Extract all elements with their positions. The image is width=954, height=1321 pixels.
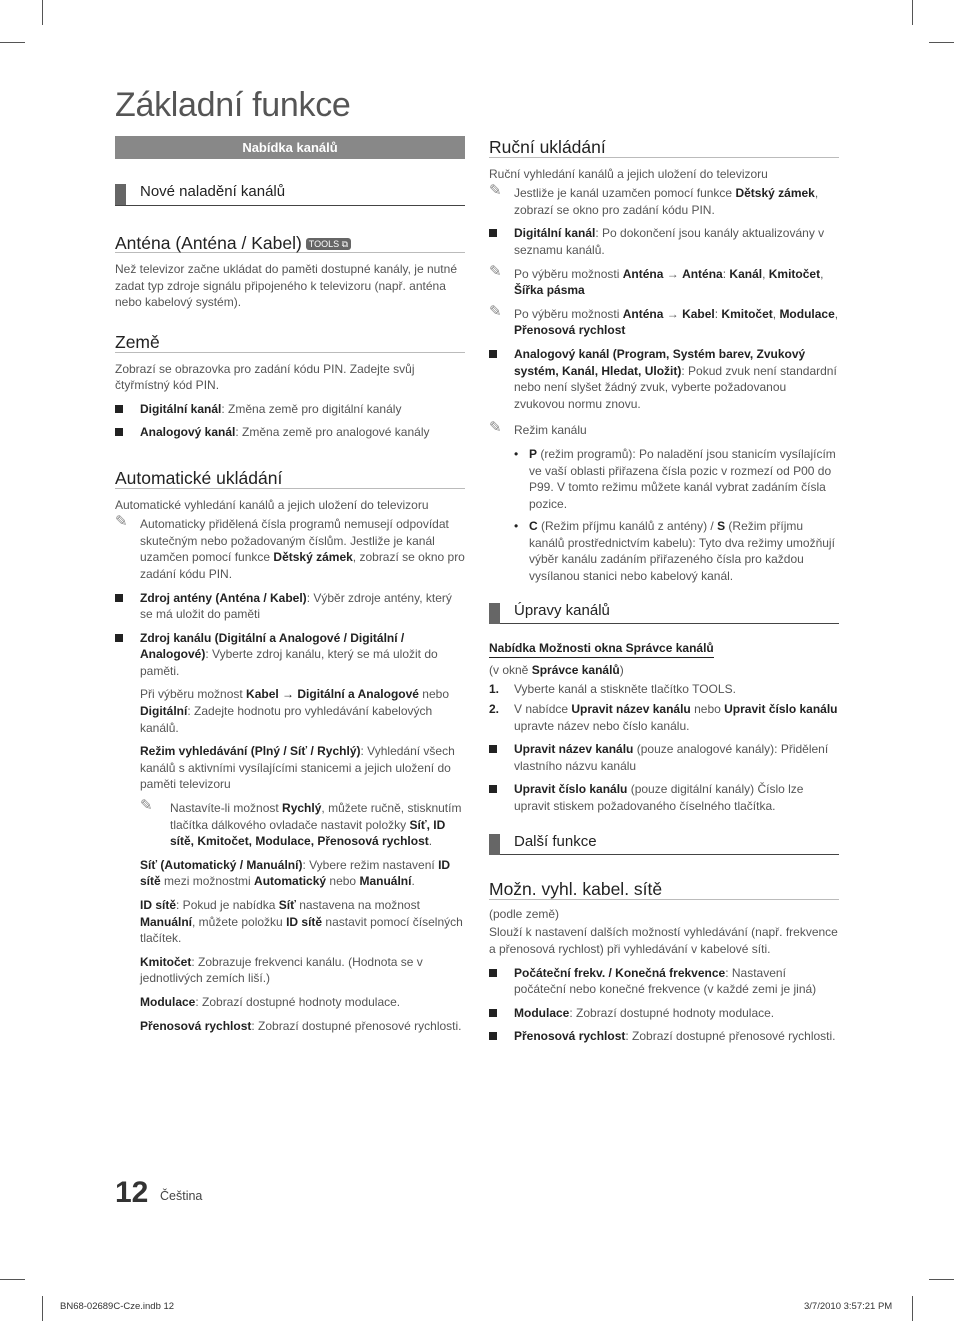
note: ✎ Po výběru možnosti Anténa → Anténa: Kanál, Kmitočet, Šířka pásma — [489, 262, 824, 298]
crop-mark — [0, 42, 25, 43]
note-pencil-icon: ✎ — [115, 513, 128, 531]
paragraph: Síť (Automatický / Manuální): Vybere režim nastavení ID sítě mezi možnostmi Automatický nebo Manuální. — [140, 857, 451, 889]
list-item: 2. V nabídce Upravit název kanálu nebo Upravit číslo kanálu upravte název nebo číslo kanálu. — [489, 702, 838, 733]
upravy-heading: Úpravy kanálů — [489, 603, 839, 625]
paragraph: Při výběru možnost Kabel → Digitální a Analogové nebo Digitální: Zadejte hodnotu pro vyhledávání kabelových kanálů. — [140, 687, 449, 735]
mozn-text: Slouží k nastavení dalších možností vyhledávání (např. frekvence a přenosová rychlost) při vyhledávání v kabelové síti. — [489, 925, 838, 956]
paragraph: Režim vyhledávání (Plný / Síť / Rychlý): Vyhledání všech kanálů s aktivními vysílajícími stanicemi a jejich uložení do paměti televizoru — [140, 744, 455, 792]
note: ✎ Nastavíte-li možnost Rychlý, můžete ručně, stisknutím tlačítka dálkového ovladače nastavit položky Síť, ID sítě, Kmitočet, Modulace, Přenosová rychlost. — [140, 797, 462, 849]
list-item: Digitální kanál: Po dokončení jsou kanály aktualizovány v seznamu kanálů. — [489, 225, 839, 258]
list-item: Zdroj kanálu (Digitální a Analogové / Digitální / Analogové): Vyberte zdroj kanálu, který se má uložit do paměti. — [115, 630, 465, 680]
crop-mark — [929, 1279, 954, 1280]
crop-mark — [912, 0, 913, 25]
note: ✎ Automaticky přidělená čísla programů nemusejí odpovídat skutečným nebo požadovaným číslům. Jestliže je kanál uzamčen pomocí funkce Dětský zámek, zobrazí se okno pro zadání kódu PIN. — [115, 513, 465, 581]
rucni-heading: Ruční ukládání — [489, 139, 839, 158]
print-date: 3/7/2010 3:57:21 PM — [804, 1301, 893, 1312]
list-item: Zdroj antény (Anténa / Kabel): Výběr zdroje antény, který se má uložit do paměti — [115, 590, 465, 623]
menu-bar: Nabídka kanálů — [115, 136, 465, 159]
section-heading: Nové naladění kanálů — [115, 184, 465, 206]
language-label: Čeština — [160, 1189, 203, 1203]
antena-text: Než televizor začne ukládat do paměti dostupné kanály, je nutné zadat typ zdroje signálu připojeného k televizoru (např. anténa nebo kabelový systém). — [115, 262, 457, 310]
zeme-heading: Země — [115, 334, 465, 353]
dalsi-heading: Další funkce — [489, 834, 839, 856]
list-item: Modulace: Zobrazí dostupné hodnoty modulace. — [489, 1005, 839, 1022]
page-number: 12 — [115, 1176, 149, 1209]
rucni-intro: Ruční vyhledání kanálů a jejich uložení do televizoru — [489, 166, 768, 181]
right-column — [489, 139, 839, 1052]
list-item: 1. Vyberte kanál a stiskněte tlačítko TOOLS. — [489, 682, 736, 697]
list-item: Upravit číslo kanálu (pouze digitální kanály) Číslo lze upravit stiskem požadovaného číselného tlačítka. — [489, 781, 839, 814]
list-item: Analogový kanál (Program, Systém barev, Zvukový systém, Kanál, Hledat, Uložit): Pokud zvuk není standardní nebo není slyšet žádný zvuk, vyberte požadovanou zvukovou normu znovu. — [489, 346, 839, 412]
auto-heading: Automatické ukládání — [115, 470, 465, 489]
crop-mark — [42, 0, 43, 25]
list-item: Počáteční frekv. / Konečná frekvence: Nastavení počáteční nebo konečné frekvence (v každé zemi je jiná) — [489, 965, 839, 998]
left-column — [115, 184, 465, 1041]
note-pencil-icon: ✎ — [489, 262, 502, 280]
note: ✎ Jestliže je kanál uzamčen pomocí funkce Dětský zámek, zobrazí se okno pro zadání kódu PIN. — [489, 182, 819, 217]
note-pencil-icon: ✎ — [489, 302, 502, 320]
paragraph: Modulace: Zobrazí dostupné hodnoty modulace. — [140, 994, 401, 1009]
list-item: • P (režim programů): Po naladění jsou stanicím vysílajícím ve vaší oblasti přiřazena čísla pozic v rozmezí od P00 do P99. V tomto režimu můžete kanál vybrat zadáním čísla pozice. — [514, 446, 839, 512]
crop-mark — [42, 1296, 43, 1321]
page-title: Základní funkce — [115, 86, 351, 124]
note-pencil-icon: ✎ — [140, 797, 153, 815]
list-item: • C (Režim příjmu kanálů z antény) / S (Režim příjmu kanálů prostřednictvím kabelu): Tyto dva režimy umožňují výběr kanálu zadáním přiřazeného čísla pro každou vysílanou stanici nebo kabelový kanál. — [514, 518, 839, 584]
note-pencil-icon: ✎ — [489, 182, 502, 200]
paragraph: ID sítě: Pokud je nabídka Síť nastavena na možnost Manuální, můžete položku ID sítě nastavit pomocí číselných tlačítek. — [140, 898, 463, 946]
crop-mark — [912, 1296, 913, 1321]
list-item: Analogový kanál: Změna země pro analogové kanály — [115, 424, 465, 441]
paragraph: (v okně Správce kanálů) — [489, 662, 624, 677]
menu-path: Nabídka Možnosti okna Správce kanálů — [489, 640, 714, 658]
mozn-sub: (podle země) — [489, 906, 560, 921]
file-info: BN68-02689C-Cze.indb 12 — [60, 1301, 175, 1312]
list-item: Přenosová rychlost: Zobrazí dostupné přenosové rychlosti. — [489, 1028, 839, 1045]
list-item: Digitální kanál: Změna země pro digitální kanály — [115, 401, 465, 418]
paragraph: Přenosová rychlost: Zobrazí dostupné přenosové rychlosti. — [140, 1018, 462, 1033]
note: ✎ Režim kanálu — [489, 419, 587, 438]
auto-intro: Automatické vyhledání kanálů a jejich uložení do televizoru — [115, 497, 429, 512]
list-item: Upravit název kanálu (pouze analogové kanály): Přidělení vlastního názvu kanálu — [489, 741, 839, 774]
zeme-text: Zobrazí se obrazovka pro zadání kódu PIN. Zadejte svůj čtyřmístný kód PIN. — [115, 361, 415, 393]
paragraph: Kmitočet: Zobrazuje frekvenci kanálu. (Hodnota se v jednotlivých zemích liší.) — [140, 954, 423, 986]
antena-heading: Anténa (Anténa / Kabel) TOOLS ⧉ — [115, 235, 465, 254]
crop-mark — [929, 42, 954, 43]
note-pencil-icon: ✎ — [489, 419, 502, 437]
mozn-heading: Možn. vyhl. kabel. sítě — [489, 881, 839, 900]
tools-icon: TOOLS ⧉ — [306, 238, 351, 250]
note: ✎ Po výběru možnosti Anténa → Kabel: Kmitočet, Modulace, Přenosová rychlost — [489, 302, 839, 338]
crop-mark — [0, 1279, 25, 1280]
